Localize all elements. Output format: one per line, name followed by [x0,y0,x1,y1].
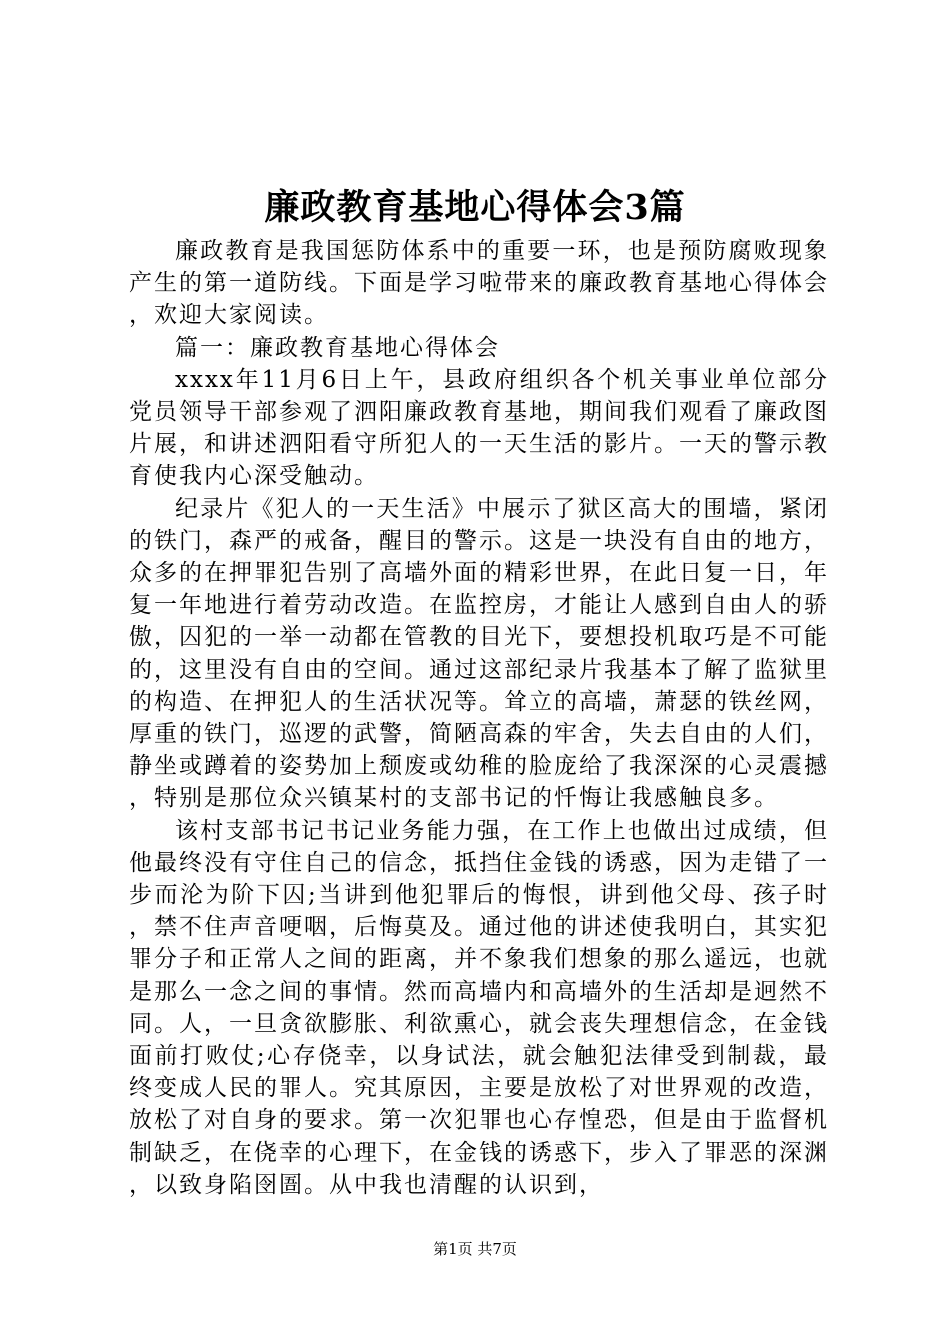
body-paragraph: 该村支部书记书记业务能力强，在工作上也做出过成绩，但他最终没有守住自己的信念，抵挡住金钱的诱惑，因为走错了一步而沦为阶下囚;当讲到他犯罪后的悔恨，讲到他父母、孩子时，禁不住声音哽咽，后悔莫及。通过他的讲述使我明白，其实犯罪分子和正常人之间的距离，并不象我们想象的那么遥远，也就是那么一念之间的事情。然而高墙内和高墙外的生活却是迥然不同。人，一旦贪欲膨胀、利欲熏心，就会丧失理想信念，在金钱面前打败仗;心存侥幸，以身试法，就会触犯法律受到制裁，最终变成人民的罪人。究其原因，主要是放松了对世界观的改造，放松了对自身的要求。第一次犯罪也心存惶恐，但是由于监督机制缺乏，在侥幸的心理下，在金钱的诱惑下，步入了罪恶的深渊，以致身陷囹圄。从中我也清醒的认识到， [129,817,829,1198]
intro-paragraph: 廉政教育是我国惩防体系中的重要一环，也是预防腐败现象产生的第一道防线。下面是学习啦带来的廉政教育基地心得体会，欢迎大家阅读。 [129,238,829,329]
page-footer: 第1页 共7页 [433,1240,517,1258]
document-body [129,235,829,1201]
section-heading: 篇一：廉政教育基地心得体会 [175,334,500,361]
page-title: 廉政教育基地心得体会3篇 [264,187,686,228]
body-paragraph: xxxx年11月6日上午，县政府组织各个机关事业单位部分党员领导干部参观了泗阳廉政教育基地，期间我们观看了廉政图片展，和讲述泗阳看守所犯人的一天生活的影片。一天的警示教育使我内心深受触动。 [129,366,829,490]
body-paragraph: 纪录片《犯人的一天生活》中展示了狱区高大的围墙，紧闭的铁门，森严的戒备，醒目的警示。这是一块没有自由的地方，众多的在押罪犯告别了高墙外面的精彩世界，在此日复一日，年复一年地进行着劳动改造。在监控房，才能让人感到自由人的骄傲，囚犯的一举一动都在管教的目光下，要想投机取巧是不可能的，这里没有自由的空间。通过这部纪录片我基本了解了监狱里的构造、在押犯人的生活状况等。耸立的高墙，萧瑟的铁丝网，厚重的铁门，巡逻的武警，简陋高森的牢舍，失去自由的人们，静坐或蹲着的姿势加上颓废或幼稚的脸庞给了我深深的心灵震撼，特别是那位众兴镇某村的支部书记的忏悔让我感触良多。 [129,495,829,812]
